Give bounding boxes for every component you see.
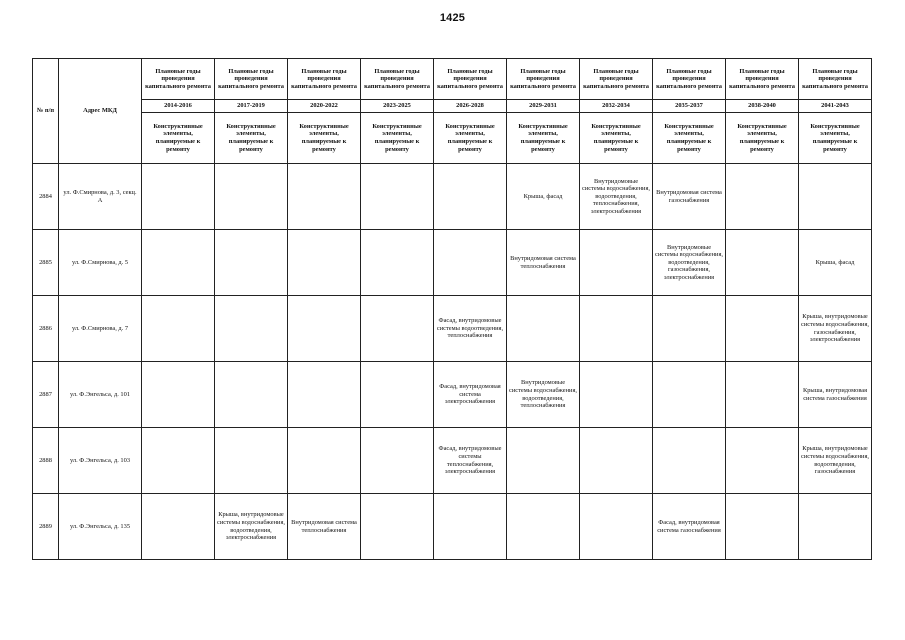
repair-cell bbox=[288, 164, 361, 230]
table-row bbox=[33, 428, 872, 494]
repair-cell bbox=[726, 362, 799, 428]
repair-cell: Внутридомовые системы водоснабжения, водоотведения, газоснабжения, электроснабжения bbox=[653, 230, 726, 296]
repair-cell bbox=[142, 494, 215, 560]
table-row bbox=[33, 494, 872, 560]
repair-cell: Крыша, внутридомовые системы водоснабжения, газоснабжения, электроснабжения bbox=[799, 296, 872, 362]
header-row-years bbox=[33, 100, 872, 113]
header-elements: Конструктивные элементы, планируемые к ремонту bbox=[215, 113, 288, 164]
capital-repair-table bbox=[32, 58, 872, 560]
row-address: ул. Ф.Смирнова, д. 3, секц. А bbox=[59, 164, 142, 230]
repair-cell bbox=[142, 164, 215, 230]
header-period: Плановые годы проведения капитального ремонта bbox=[215, 59, 288, 100]
repair-cell: Крыша, внутридомовые системы водоснабжения, водоотведения, электроснабжения bbox=[215, 494, 288, 560]
header-year: 2041-2043 bbox=[799, 100, 872, 113]
repair-cell: Фасад, внутридомовые системы водоотведения, теплоснабжения bbox=[434, 296, 507, 362]
table-row bbox=[33, 164, 872, 230]
repair-cell bbox=[726, 164, 799, 230]
repair-cell: Фасад, внутридомовая система газоснабжения bbox=[653, 494, 726, 560]
header-elements: Конструктивные элементы, планируемые к ремонту bbox=[799, 113, 872, 164]
repair-cell: Внутридомовая система газоснабжения bbox=[653, 164, 726, 230]
repair-cell bbox=[361, 296, 434, 362]
repair-cell bbox=[215, 164, 288, 230]
repair-cell: Фасад, внутридомовая система электроснабжения bbox=[434, 362, 507, 428]
header-num: № п/п bbox=[33, 59, 59, 164]
header-year: 2032-2034 bbox=[580, 100, 653, 113]
repair-cell bbox=[726, 428, 799, 494]
header-elements: Конструктивные элементы, планируемые к ремонту bbox=[434, 113, 507, 164]
repair-cell: Внутридомовая система теплоснабжения bbox=[288, 494, 361, 560]
repair-cell bbox=[361, 428, 434, 494]
repair-cell bbox=[288, 428, 361, 494]
repair-cell bbox=[580, 362, 653, 428]
row-number: 2889 bbox=[33, 494, 59, 560]
repair-cell: Крыша, фасад bbox=[799, 230, 872, 296]
repair-cell bbox=[653, 362, 726, 428]
row-number: 2885 bbox=[33, 230, 59, 296]
header-year: 2017-2019 bbox=[215, 100, 288, 113]
header-period: Плановые годы проведения капитального ремонта bbox=[288, 59, 361, 100]
header-elements: Конструктивные элементы, планируемые к ремонту bbox=[653, 113, 726, 164]
row-number: 2887 bbox=[33, 362, 59, 428]
header-year: 2023-2025 bbox=[361, 100, 434, 113]
repair-cell: Крыша, фасад bbox=[507, 164, 580, 230]
header-period: Плановые годы проведения капитального ремонта bbox=[580, 59, 653, 100]
repair-cell: Фасад, внутридомовые системы теплоснабжения, электроснабжения bbox=[434, 428, 507, 494]
repair-cell bbox=[215, 230, 288, 296]
repair-cell bbox=[653, 428, 726, 494]
header-elements: Конструктивные элементы, планируемые к ремонту bbox=[142, 113, 215, 164]
row-number: 2884 bbox=[33, 164, 59, 230]
repair-cell bbox=[288, 362, 361, 428]
header-period: Плановые годы проведения капитального ремонта bbox=[653, 59, 726, 100]
row-address: ул. Ф.Смирнова, д. 7 bbox=[59, 296, 142, 362]
header-period: Плановые годы проведения капитального ремонта bbox=[361, 59, 434, 100]
repair-cell: Крыша, внутридомовая система газоснабжения bbox=[799, 362, 872, 428]
repair-cell bbox=[580, 494, 653, 560]
header-year: 2020-2022 bbox=[288, 100, 361, 113]
header-elements: Конструктивные элементы, планируемые к ремонту bbox=[580, 113, 653, 164]
repair-cell: Внутридомовая система теплоснабжения bbox=[507, 230, 580, 296]
table-row bbox=[33, 296, 872, 362]
repair-cell bbox=[361, 164, 434, 230]
header-period: Плановые годы проведения капитального ремонта bbox=[799, 59, 872, 100]
header-year: 2035-2037 bbox=[653, 100, 726, 113]
repair-cell bbox=[507, 494, 580, 560]
repair-cell bbox=[361, 362, 434, 428]
row-address: ул. Ф.Энгельса, д. 101 bbox=[59, 362, 142, 428]
repair-cell bbox=[507, 296, 580, 362]
repair-cell bbox=[726, 230, 799, 296]
repair-cell bbox=[142, 428, 215, 494]
row-number: 2886 bbox=[33, 296, 59, 362]
repair-cell bbox=[361, 230, 434, 296]
repair-cell bbox=[726, 296, 799, 362]
header-year: 2014-2016 bbox=[142, 100, 215, 113]
table-row bbox=[33, 230, 872, 296]
header-row-period bbox=[33, 59, 872, 100]
page-number: 1425 bbox=[439, 12, 466, 24]
header-year: 2038-2040 bbox=[726, 100, 799, 113]
header-period: Плановые годы проведения капитального ремонта bbox=[142, 59, 215, 100]
header-elements: Конструктивные элементы, планируемые к ремонту bbox=[361, 113, 434, 164]
repair-cell bbox=[434, 230, 507, 296]
repair-cell bbox=[726, 494, 799, 560]
repair-cell bbox=[215, 296, 288, 362]
row-number: 2888 bbox=[33, 428, 59, 494]
table-row bbox=[33, 362, 872, 428]
repair-cell bbox=[799, 164, 872, 230]
header-year: 2029-2031 bbox=[507, 100, 580, 113]
header-elements: Конструктивные элементы, планируемые к ремонту bbox=[288, 113, 361, 164]
row-address: ул. Ф.Энгельса, д. 135 bbox=[59, 494, 142, 560]
repair-cell bbox=[434, 494, 507, 560]
repair-cell bbox=[142, 362, 215, 428]
repair-cell bbox=[361, 494, 434, 560]
header-period: Плановые годы проведения капитального ремонта bbox=[507, 59, 580, 100]
repair-cell bbox=[507, 428, 580, 494]
repair-cell: Внутридомовые системы водоснабжения, водоотведения, теплоснабжения bbox=[507, 362, 580, 428]
repair-cell: Внутридомовые системы водоснабжения, водоотведения, теплоснабжения, электроснабжения bbox=[580, 164, 653, 230]
header-period: Плановые годы проведения капитального ремонта bbox=[434, 59, 507, 100]
repair-cell bbox=[215, 428, 288, 494]
repair-cell bbox=[653, 296, 726, 362]
header-row-elements bbox=[33, 113, 872, 164]
repair-cell bbox=[434, 164, 507, 230]
repair-cell bbox=[288, 230, 361, 296]
repair-cell bbox=[580, 230, 653, 296]
row-address: ул. Ф.Энгельса, д. 103 bbox=[59, 428, 142, 494]
row-address: ул. Ф.Смирнова, д. 5 bbox=[59, 230, 142, 296]
repair-cell bbox=[799, 494, 872, 560]
header-elements: Конструктивные элементы, планируемые к ремонту bbox=[726, 113, 799, 164]
header-year: 2026-2028 bbox=[434, 100, 507, 113]
repair-cell bbox=[142, 296, 215, 362]
header-period: Плановые годы проведения капитального ремонта bbox=[726, 59, 799, 100]
repair-cell bbox=[580, 296, 653, 362]
repair-cell bbox=[215, 362, 288, 428]
repair-cell bbox=[580, 428, 653, 494]
repair-cell bbox=[142, 230, 215, 296]
header-elements: Конструктивные элементы, планируемые к ремонту bbox=[507, 113, 580, 164]
repair-cell bbox=[288, 296, 361, 362]
header-address: Адрес МКД bbox=[59, 59, 142, 164]
repair-cell: Крыша, внутридомовые системы водоснабжения, водоотведения, газоснабжения bbox=[799, 428, 872, 494]
